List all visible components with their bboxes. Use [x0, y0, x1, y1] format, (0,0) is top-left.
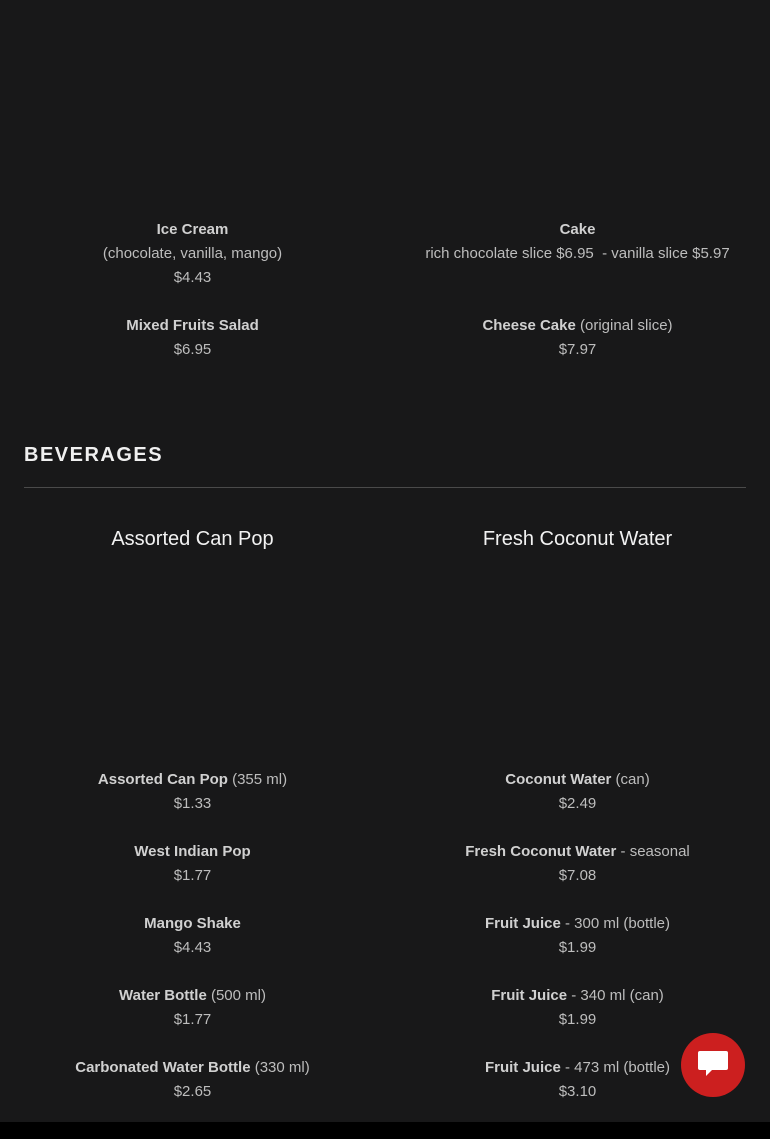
item-detail: (330 ml) [254, 1059, 310, 1076]
item-price: $1.77 [173, 867, 212, 884]
heading-assorted-can-pop: Assorted Can Pop [111, 528, 274, 550]
item-name: Fruit Juice [484, 1059, 561, 1076]
item-detail: (can) [615, 771, 650, 788]
menu-item-mixed-fruits-salad [0, 314, 385, 362]
menu-item-cheese-cake [385, 314, 770, 362]
item-detail: - 300 ml (bottle) [564, 915, 671, 932]
item-detail: (355 ml) [232, 771, 288, 788]
menu-item-mango-shake [0, 912, 385, 960]
chat-bubble-icon [697, 1049, 729, 1082]
item-detail: (chocolate, vanilla, mango) [102, 245, 283, 262]
bottom-bar [0, 1122, 770, 1139]
menu-item-carbonated-water-bottle [0, 1056, 385, 1104]
item-name: Ice Cream [156, 221, 229, 238]
item-name: West Indian Pop [134, 843, 251, 860]
item-name: Mixed Fruits Salad [126, 317, 259, 334]
item-price: $1.33 [173, 795, 212, 812]
item-price: $6.95 [173, 341, 212, 358]
section-title-beverages: BEVERAGES [24, 444, 164, 466]
item-name: Assorted Can Pop [97, 771, 228, 788]
item-detail: (500 ml) [210, 987, 266, 1004]
menu-item-fresh-coconut-water [385, 840, 770, 888]
item-price: $2.65 [173, 1083, 212, 1100]
menu-item-fruit-juice-340 [385, 984, 770, 1032]
section-divider [24, 487, 746, 488]
item-name: Fruit Juice [484, 915, 561, 932]
item-price: $4.43 [173, 939, 212, 956]
item-name: Carbonated Water Bottle [75, 1059, 251, 1076]
menu-item-assorted-can-pop [0, 768, 385, 816]
menu-item-west-indian-pop [0, 840, 385, 888]
item-detail: - 340 ml (can) [571, 987, 664, 1004]
item-name: Mango Shake [144, 915, 241, 932]
item-name: Fruit Juice [491, 987, 568, 1004]
item-price: $3.10 [558, 1083, 597, 1100]
menu-item-coconut-water [385, 768, 770, 816]
item-price: $7.08 [558, 867, 597, 884]
item-name: Cheese Cake [482, 317, 576, 334]
chat-button[interactable] [681, 1033, 745, 1097]
item-detail: - seasonal [620, 843, 690, 860]
item-price: $1.77 [173, 1011, 212, 1028]
menu-item-fruit-juice-300 [385, 912, 770, 960]
item-name: Cake [559, 221, 596, 238]
item-price: $2.49 [558, 795, 597, 812]
item-price: $4.43 [173, 269, 212, 286]
item-detail: - 473 ml (bottle) [564, 1059, 671, 1076]
heading-fresh-coconut-water: Fresh Coconut Water [482, 528, 673, 550]
menu-item-cake [385, 218, 770, 266]
item-price: $1.99 [558, 939, 597, 956]
item-name: Coconut Water [505, 771, 612, 788]
item-price: $7.97 [558, 341, 597, 358]
item-name: Water Bottle [119, 987, 207, 1004]
item-price: $1.99 [558, 1011, 597, 1028]
item-detail: rich chocolate slice $6.95 - vanilla slice $5.97 [425, 245, 730, 262]
menu-item-water-bottle [0, 984, 385, 1032]
item-name: Fresh Coconut Water [465, 843, 617, 860]
item-detail: (original slice) [580, 317, 673, 334]
menu-item-ice-cream [0, 218, 385, 290]
